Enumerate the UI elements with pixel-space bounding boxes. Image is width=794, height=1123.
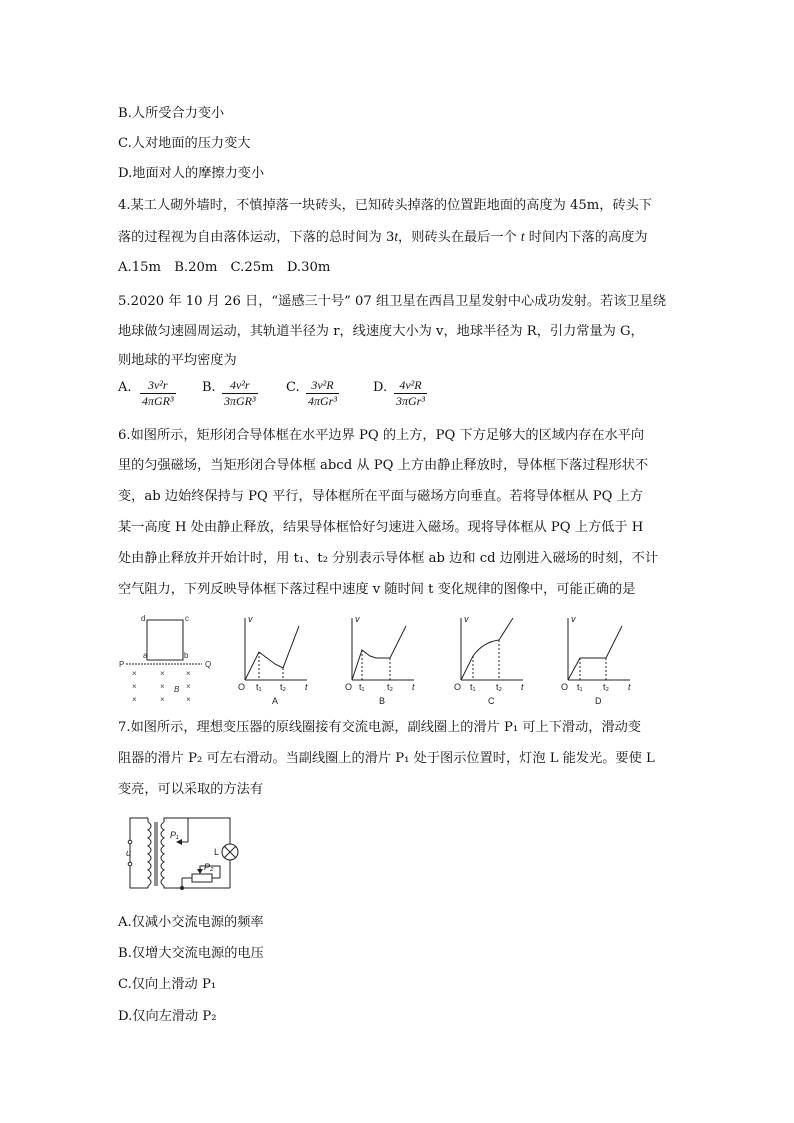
q5-a-num: 3v²r — [140, 378, 176, 394]
graph-c-t: t — [521, 682, 524, 692]
q7-option-a: A.仅减小交流电源的频率 — [118, 915, 264, 930]
q7-option-b: B.仅增大交流电源的电压 — [118, 946, 264, 961]
graph-d-t: t — [628, 682, 631, 692]
svg-text:×: × — [160, 695, 165, 704]
q7-line1: 7.如图所示，理想变压器的原线圈接有交流电源，副线圈上的滑片 P₁ 可上下滑动，滑动变 — [118, 720, 642, 735]
svg-text:×: × — [160, 669, 165, 678]
q5-line2: 地球做匀速圆周运动，其轨道半径为 r，线速度大小为 v，地球半径为 R，引力常量为 G， — [118, 324, 644, 339]
graph-d — [561, 614, 631, 706]
graph-c-t2: t₂ — [496, 682, 502, 692]
graph-a-t2: t₂ — [280, 682, 286, 692]
graph-b-v: v — [355, 614, 360, 624]
q4-text: 落的过程视为自由落体运动，下落的总时间为 3 — [118, 230, 395, 245]
graph-c-caption: C — [488, 696, 495, 706]
graph-b-origin: O — [345, 682, 353, 692]
q6-line5: 处由静止释放并开始计时，用 t₁、t₂ 分别表示导体框 ab 边和 cd 边刚进入磁场的时刻，不计 — [118, 551, 659, 566]
q7-option-c: C.仅向上滑动 P₁ — [118, 977, 217, 992]
q5-c-num: 3v²R — [306, 378, 339, 394]
q5-option-c-letter: C. — [286, 380, 300, 395]
label-q: Q — [205, 660, 212, 669]
graph-b-caption: B — [379, 696, 386, 706]
q5-option-b-formula — [222, 378, 258, 409]
q5-c-den: 4πGr³ — [308, 394, 337, 408]
graph-d-t1: t₁ — [577, 682, 583, 692]
q4-options: A.15m B.20m C.25m D.30m — [118, 260, 331, 275]
q5-option-c-formula — [306, 378, 339, 409]
svg-text:×: × — [160, 682, 165, 691]
svg-text:×: × — [132, 669, 137, 678]
graph-c-v: v — [464, 614, 469, 624]
graph-d-caption: D — [595, 696, 602, 706]
p2-label: P₂ — [204, 862, 214, 872]
q7-option-d: D.仅向左滑动 P₂ — [118, 1009, 217, 1024]
label-c: c — [185, 614, 189, 623]
q4-line1: 4.某工人砌外墙时，不慎掉落一块砖头，已知砖头掉落的位置距地面的高度为 45m，砖头下 — [118, 198, 652, 213]
graph-c-origin: O — [454, 682, 462, 692]
q4-t: t — [394, 229, 399, 244]
graph-a-t1: t₁ — [256, 682, 262, 692]
q5-b-den: 3πGR³ — [224, 394, 256, 408]
svg-text:×: × — [186, 682, 191, 691]
q4-text-3: 时间内下落的高度为 — [524, 230, 648, 245]
graph-b-t: t — [412, 682, 415, 692]
magnetic-field-diagram — [119, 614, 211, 704]
label-p: P — [119, 660, 125, 669]
graph-a — [238, 614, 308, 706]
lamp-label: L — [214, 847, 220, 857]
svg-text:×: × — [132, 682, 137, 691]
q6-line2: 里的匀强磁场，当矩形闭合导体框 abcd 从 PQ 上方由静止释放时，导体框下落过程形状不 — [118, 458, 649, 473]
q5-option-b-letter: B. — [202, 380, 216, 395]
q4-t2: t — [520, 229, 525, 244]
label-d: d — [141, 614, 146, 623]
q5-line3: 则地球的平均密度为 — [118, 353, 237, 368]
label-a: a — [143, 651, 148, 660]
graph-b-t2: t₂ — [387, 682, 393, 692]
q7-circuit-figure — [124, 812, 240, 894]
graph-a-origin: O — [238, 682, 246, 692]
q6-figure — [112, 612, 642, 712]
graph-a-t: t — [305, 682, 308, 692]
q5-option-a-formula — [140, 378, 176, 409]
q5-b-num: 4v²r — [222, 378, 258, 394]
graph-c-t1: t₁ — [470, 682, 476, 692]
graph-d-t2: t₂ — [603, 682, 609, 692]
graph-d-v: v — [571, 614, 576, 624]
p1-label: P₁ — [170, 830, 179, 840]
q5-d-den: 3πGr³ — [396, 394, 425, 408]
label-b: b — [184, 651, 189, 660]
q4-line2 — [118, 227, 647, 248]
q5-option-d-letter: D. — [373, 380, 388, 395]
svg-text:×: × — [132, 695, 137, 704]
q6-line6: 空气阻力，下列反映导体框下落过程中速度 v 随时间 t 变化规律的图像中，可能正确的是 — [118, 582, 636, 597]
graph-d-origin: O — [561, 682, 569, 692]
graph-b — [345, 614, 415, 706]
q7-line2: 阻器的滑片 P₂ 可左右滑动。当副线圈上的滑片 P₁ 处于图示位置时，灯泡 L 能发光。要使 L — [118, 751, 655, 766]
q6-line4: 某一高度 H 处由静止释放，结果导体框恰好匀速进入磁场。现将导体框从 PQ 上方低于 H — [118, 520, 644, 535]
q7-line3: 变亮，可以采取的方法有 — [118, 782, 264, 797]
graph-a-caption: A — [272, 696, 279, 706]
graph-b-t1: t₁ — [359, 682, 365, 692]
q6-line1: 6.如图所示，矩形闭合导体框在水平边界 PQ 的上方，PQ 下方足够大的区域内存在水平向 — [118, 428, 645, 443]
graph-a-v: v — [248, 614, 253, 624]
line-c-option: C.人对地面的压力变大 — [118, 136, 251, 151]
label-b-field: B — [174, 685, 180, 694]
q4-text-2: ，则砖头在最后一个 — [398, 230, 521, 245]
q5-option-d-formula — [394, 378, 427, 409]
source-label: u — [126, 848, 132, 858]
svg-text:×: × — [186, 669, 191, 678]
svg-text:×: × — [186, 695, 191, 704]
graph-c — [454, 614, 524, 706]
q5-a-den: 4πGR³ — [142, 394, 174, 408]
line-d-option: D.地面对人的摩擦力变小 — [118, 166, 265, 181]
q5-option-a-letter: A. — [118, 380, 132, 395]
q5-line1: 5.2020 年 10 月 26 日，“遥感三十号” 07 组卫星在西昌卫星发射中心成功发射。若该卫星绕 — [118, 294, 667, 309]
line-b-option: B.人所受合力变小 — [118, 106, 225, 121]
q5-d-num: 4v²R — [394, 378, 427, 394]
q6-line3: 变，ab 边始终保持与 PQ 平行，导体框所在平面与磁场方向垂直。若将导体框从 PQ 上方 — [118, 489, 644, 504]
